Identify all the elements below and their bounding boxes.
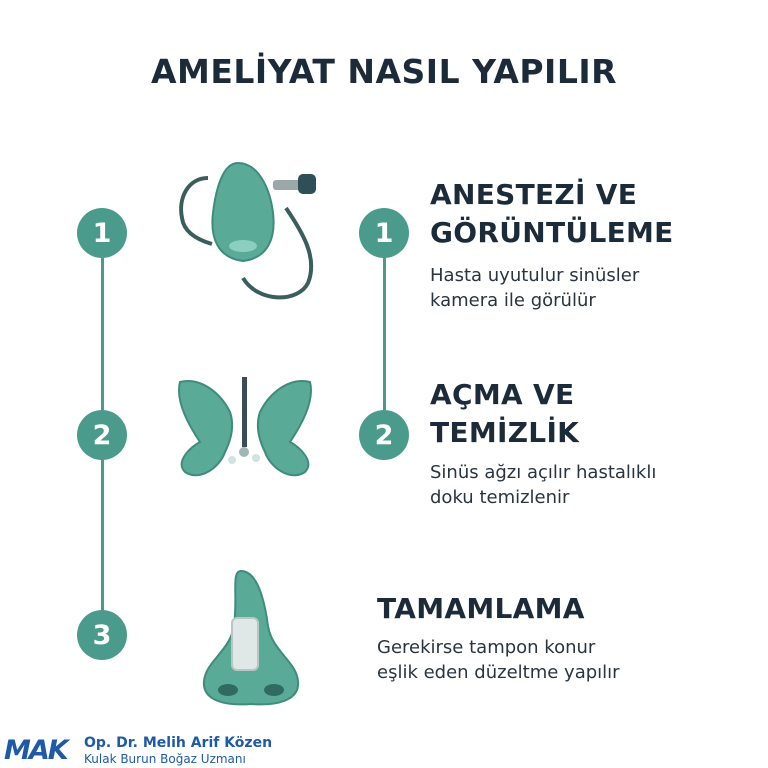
anesthesia-mask-icon [168, 158, 328, 306]
sinus-icon [170, 372, 320, 502]
brand-logo: MAK [4, 735, 67, 766]
step-1-desc-line1: Hasta uyutulur sinüsler [430, 265, 640, 286]
step-number-1: 1 [359, 208, 409, 258]
step-2-title-line1: AÇMA VE [430, 378, 575, 411]
step-3-title: TAMAMLAMA [377, 592, 585, 625]
left-step-marker-2: 2 [77, 410, 127, 460]
step-2-title-line2: TEMİZLİK [430, 416, 580, 449]
step-2-desc-line1: Sinüs ağzı açılır hastalıklı [430, 462, 657, 483]
left-step-marker-1: 1 [77, 208, 127, 258]
page-title: AMELİYAT NASIL YAPILIR [150, 52, 618, 91]
nose-tampon-icon [186, 566, 316, 711]
step-1-title-line2: GÖRÜNTÜLEME [430, 216, 674, 249]
step-1-title-line1: ANESTEZİ VE [430, 178, 638, 211]
step-2-desc-line2: doku temizlenir [430, 487, 570, 508]
step-3-desc-line2: eşlik eden düzeltme yapılır [377, 662, 620, 683]
doctor-title: Kulak Burun Boğaz Uzmanı [84, 752, 246, 766]
doctor-name: Op. Dr. Melih Arif Közen [84, 735, 273, 751]
left-step-marker-3: 3 [77, 610, 127, 660]
right-timeline-line [383, 258, 386, 410]
step-1-desc-line2: kamera ile görülür [430, 290, 596, 311]
step-number-2: 2 [359, 410, 409, 460]
step-3-desc-line1: Gerekirse tampon konur [377, 637, 596, 658]
